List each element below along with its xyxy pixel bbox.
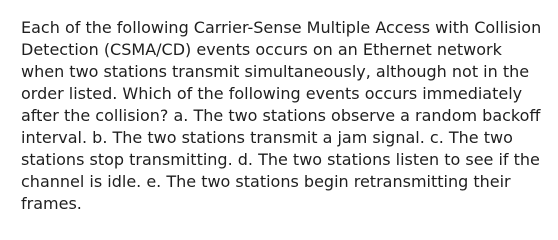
question-line: after the collision? a. The two stations observe a random backoff [21, 106, 541, 125]
question-line: when two stations transmit simultaneously, although not in the [21, 62, 530, 81]
question-line: Detection (CSMA/CD) events occurs on an Ethernet network [21, 40, 502, 59]
question-line: order listed. Which of the following events occurs immediately [21, 84, 523, 103]
question-line: interval. b. The two stations transmit a jam signal. c. The two [21, 128, 513, 147]
question-line: stations stop transmitting. d. The two stations listen to see if the [21, 150, 540, 169]
question-text [21, 17, 546, 215]
question-line: Each of the following Carrier-Sense Multiple Access with Collision [21, 18, 542, 37]
question-line: channel is idle. e. The two stations begin retransmitting their [21, 172, 511, 191]
question-line: frames. [21, 194, 82, 213]
